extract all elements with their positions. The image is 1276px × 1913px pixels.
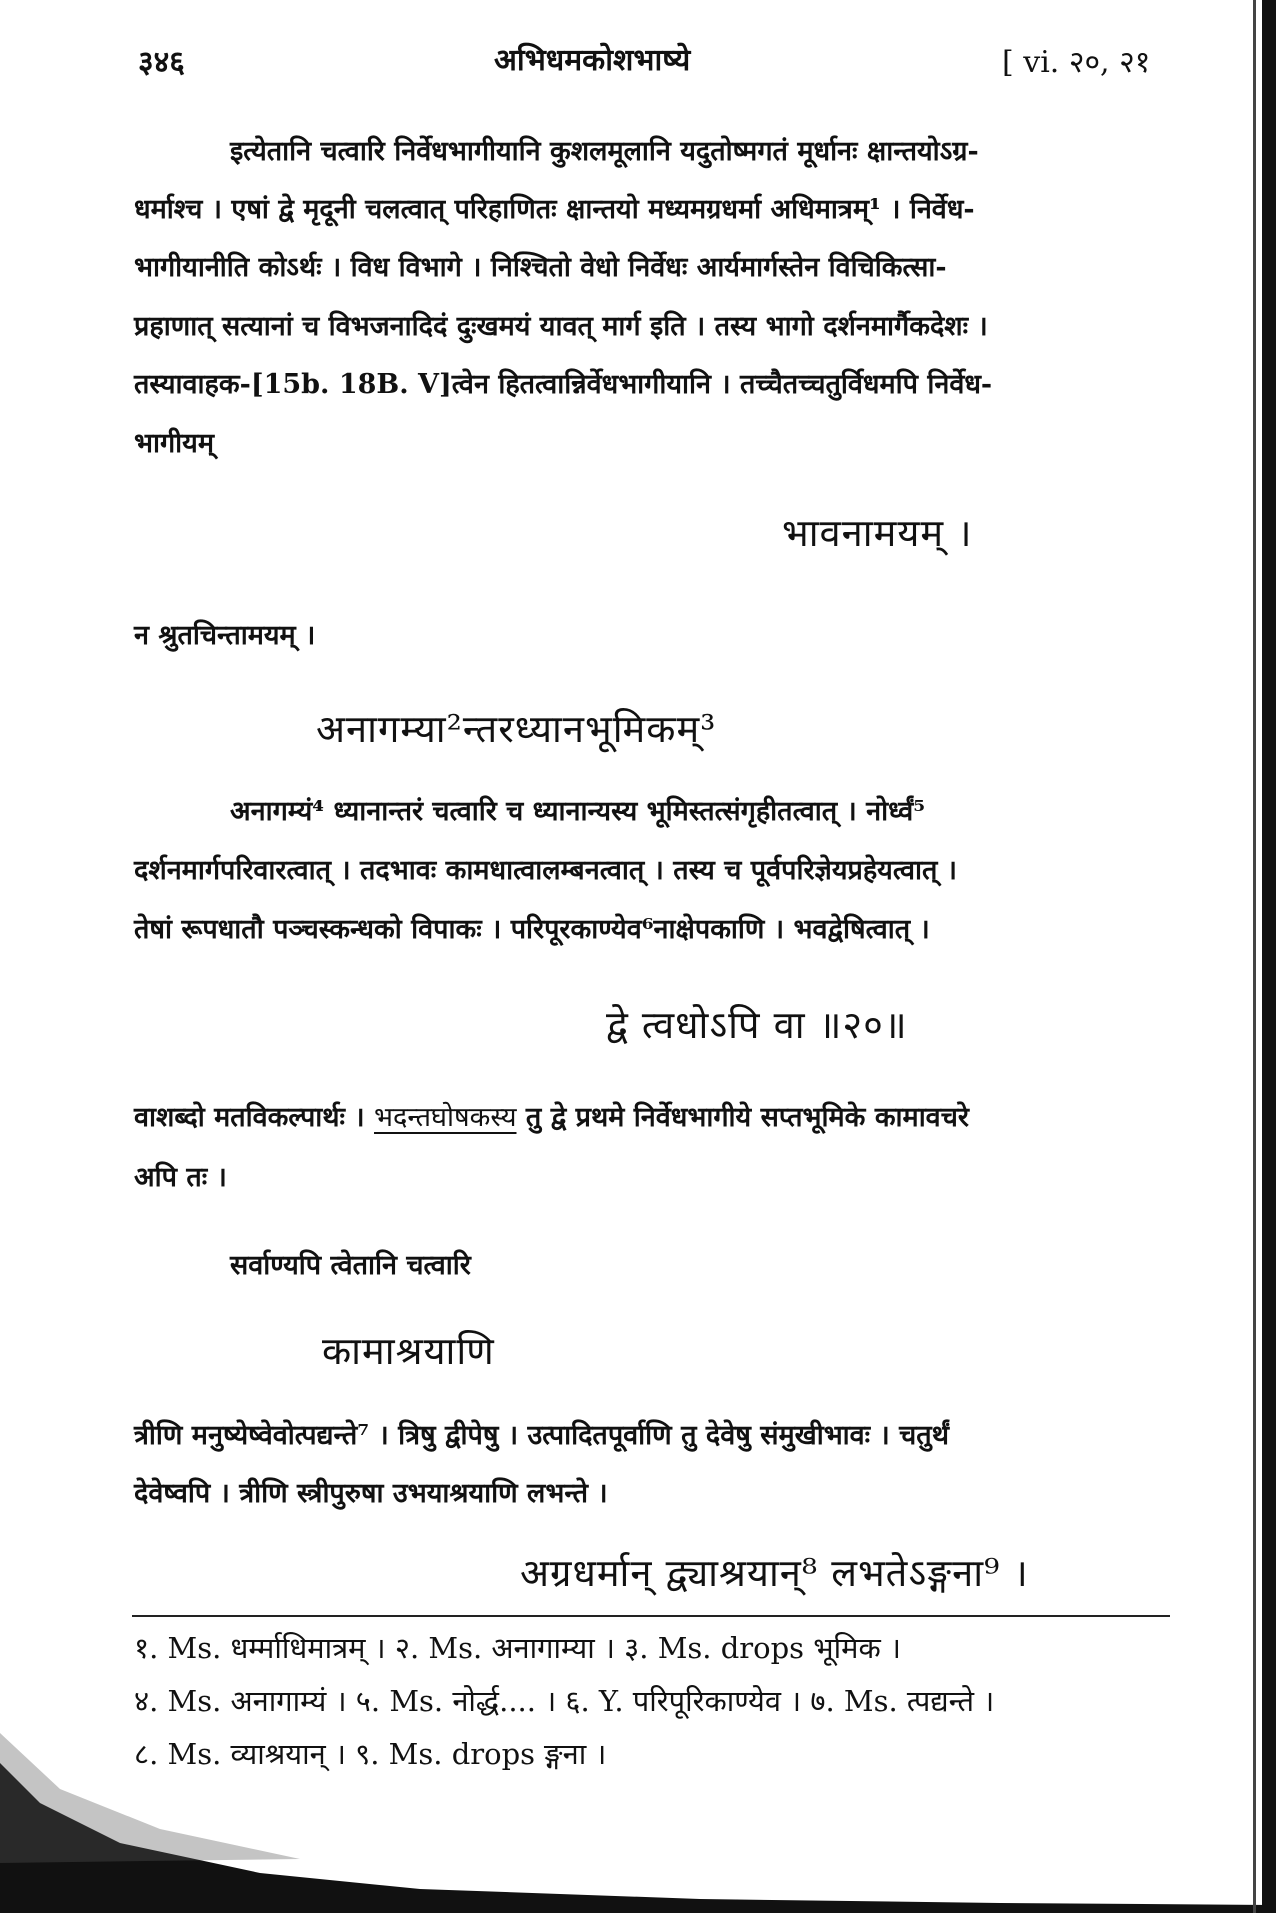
- verse-anagamya: अनागम्या²न्तरध्यानभूमिकम्³: [316, 707, 717, 751]
- paragraph-2-line-1: अनागम्यं⁴ ध्यानान्तरं चत्वारि च ध्यानान्यस्य भूमिस्तत्संगृहीतत्वात् । नोर्ध्वं⁵: [230, 796, 926, 827]
- paragraph-2-line-3: तेषां रूपधातौ पञ्चस्कन्धको विपाकः । परिपूरकाण्येव⁶नाक्षेपकाणि । भवद्वेषित्वात् ।: [134, 914, 930, 945]
- page-edge-line: [1253, 0, 1256, 1913]
- verse-reference: [ vi. २०, २१: [1002, 45, 1151, 80]
- footnote-line-1: १. Ms. धर्म्माधिमात्रम् । २. Ms. अनागाम्या । ३. Ms. drops भूमिक ।: [134, 1631, 901, 1665]
- paragraph-1-line-3: भागीयानीति कोऽर्थः । विध विभागे । निश्चितो वेधो निर्वेधः आर्यमार्गस्तेन विचिकित्सा-: [134, 252, 947, 283]
- paragraph-1-line-5: तस्यावाहक-[15b. 18B. V]त्वेन हितत्वान्निर्वेधभागीयानि । तच्चैतच्चतुर्विधमपि निर्वेध-: [134, 369, 993, 400]
- footnote-divider: [132, 1615, 1170, 1617]
- running-title: अभिधमकोशभाष्ये: [494, 43, 691, 78]
- line-na-shruta: न श्रुतचिन्तामयम् ।: [134, 620, 316, 651]
- verse-agradharman: अग्रधर्मान् द्व्याश्रयान्⁸ लभतेऽङ्गना⁹ ।: [520, 1551, 1029, 1595]
- paragraph-3-line-1-end: तु द्वे प्रथमे निर्वेधभागीये सप्तभूमिके कामावचरे: [516, 1102, 969, 1133]
- paragraph-4-line-1: त्रीणि मनुष्येष्वेवोत्पद्यन्ते⁷ । त्रिषु द्वीपेषु । उत्पादितपूर्वाणि तु देवेषु संमुखीभावः । चतुर्थं: [134, 1420, 949, 1451]
- page-number: ३४६: [138, 45, 185, 80]
- verse-kamashrayani: कामाश्रयाणि: [322, 1329, 495, 1373]
- footnote-line-2: ४. Ms. अनागाम्यं । ५. Ms. नोर्द्ध.... । ६. Y. परिपूरिकाण्येव । ७. Ms. त्पद्यन्ते ।: [134, 1684, 995, 1718]
- paragraph-1-line-4: प्रहाणात् सत्यानां च विभजनादिदं दुःखमयं यावत् मार्ग इति । तस्य भागो दर्शनमार्गैकदेशः ।: [134, 311, 988, 342]
- scan-shadow-bottom: [0, 1693, 1276, 1913]
- underlined-name: भदन्तघोषकस्य: [374, 1102, 517, 1133]
- verse-dve-tvadho: द्वे त्वधोऽपि वा ॥२०॥: [606, 1003, 908, 1047]
- paragraph-1-line-6: भागीयम्: [134, 428, 214, 459]
- footnote-line-3: ८. Ms. व्याश्रयान् । ९. Ms. drops ङ्गना ।: [134, 1737, 607, 1771]
- paragraph-2-line-2: दर्शनमार्गपरिवारत्वात् । तदभावः कामधात्वालम्बनत्वात् । तस्य च पूर्वपरिज्ञेयप्रहेयत्वात् ।: [134, 855, 958, 886]
- paragraph-3-line-2: अपि तः ।: [134, 1162, 227, 1193]
- verse-bhavanamayam: भावनामयम् ।: [782, 511, 973, 555]
- paragraph-4-line-2: देवेष्वपि । त्रीणि स्त्रीपुरुषा उभयाश्रयाणि लभन्ते ।: [134, 1478, 608, 1509]
- paragraph-1-line-2: धर्माश्च । एषां द्वे मृदूनी चलत्वात् परिहाणितः क्षान्तयो मध्यमग्रधर्मा अधिमात्रम्¹ । निर्वेध-: [134, 194, 975, 225]
- paragraph-3-line-1: [134, 1102, 969, 1133]
- page-edge-shadow: [1262, 0, 1276, 1913]
- paragraph-3-line-1-start: वाशब्दो मतविकल्पार्थः ।: [134, 1102, 375, 1133]
- line-sarvany-api: सर्वाण्यपि त्वेतानि चत्वारि: [230, 1250, 471, 1281]
- paragraph-1-line-1: इत्येतानि चत्वारि निर्वेधभागीयानि कुशलमूलानि यदुतोष्मगतं मूर्धानः क्षान्तयोऽग्र-: [230, 136, 979, 167]
